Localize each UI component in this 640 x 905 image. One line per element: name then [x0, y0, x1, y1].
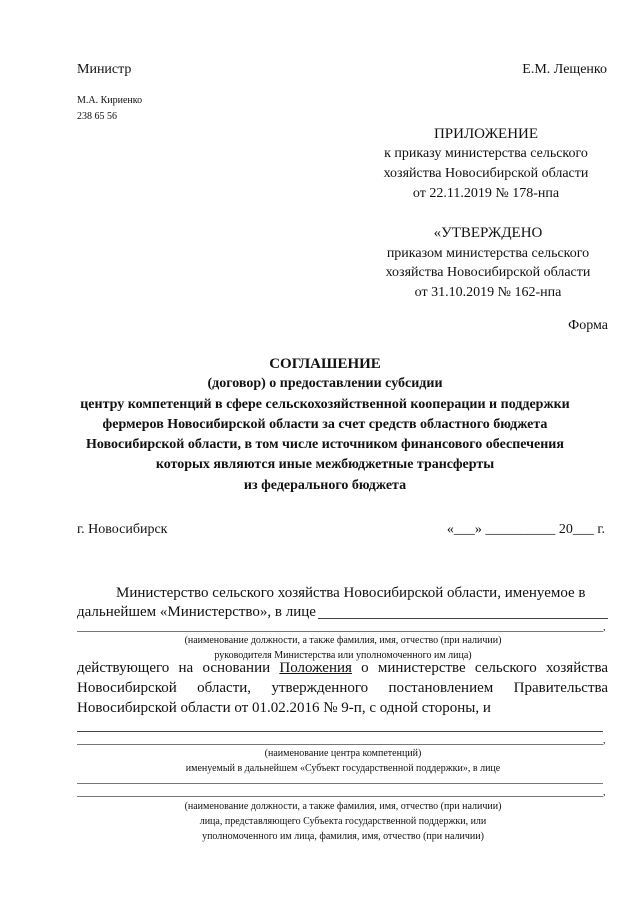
paragraph-line: Министерство сельского хозяйства Новосибирской области, именуемое в [116, 585, 586, 601]
paragraph-line [77, 660, 608, 677]
appendix-line: хозяйства Новосибирской области [383, 166, 589, 181]
approved-line: от 31.10.2019 № 162-нпа [414, 284, 562, 300]
title-line: центру компетенций в сфере сельскохозяйственной кооперации и поддержки [80, 396, 570, 412]
regulation-link[interactable]: Положения [279, 660, 352, 676]
fill-line[interactable] [318, 618, 608, 619]
contact-name: М.А. Кириенко [77, 95, 143, 106]
appendix-title: ПРИЛОЖЕНИЕ [433, 126, 539, 142]
caption-line: (наименование должности, а также фамилия, имя, отчество (при наличии) [184, 801, 502, 812]
date-field[interactable]: «___» __________ 20___ г. [446, 522, 605, 537]
word: области, [197, 680, 252, 696]
comma: , [603, 787, 606, 798]
fill-line[interactable] [77, 731, 603, 732]
title-line: которых являются иные межбюджетные трансферты [155, 457, 495, 473]
fill-line[interactable] [77, 796, 603, 797]
title-line: (договор) о предоставлении субсидии [207, 376, 443, 392]
appendix-line: от 22.11.2019 № 178-нпа [412, 186, 560, 201]
caption [78, 799, 608, 844]
contact-phone: 238 65 56 [77, 111, 117, 122]
paragraph-line: Новосибирской области от 01.02.2016 № 9-п, с одной стороны, и [77, 700, 491, 716]
caption-line: именуемый в дальнейшем «Субъект государственной поддержки», в лице [185, 763, 501, 774]
appendix-block [370, 124, 602, 204]
minister-label: Министр [77, 62, 132, 77]
approved-block [370, 224, 606, 302]
caption-line: (наименование должности, а также фамилия, имя, отчество (при наличии) [184, 635, 502, 646]
title-line: Новосибирской области, в том числе источником финансового обеспечения [86, 437, 564, 453]
word: министерстве [377, 660, 466, 676]
title-line: СОГЛАШЕНИЕ [269, 356, 381, 372]
appendix-line: к приказу министерства сельского [384, 146, 588, 161]
fill-line[interactable] [77, 744, 603, 745]
comma: , [603, 735, 606, 746]
word: Новосибирской [77, 680, 177, 696]
form-label: Форма [568, 318, 608, 333]
approved-line: приказом министерства сельского [386, 245, 590, 261]
title-line: фермеров Новосибирской области за счет средств областного бюджета [102, 416, 548, 432]
word: постановлением [388, 680, 494, 696]
paragraph-line [77, 680, 608, 697]
minister-name: Е.М. Лещенко [522, 62, 607, 77]
caption-line: лица, представляющего Субъекта государственной поддержки, или [199, 816, 487, 827]
word: основании [202, 660, 271, 676]
word: о [361, 660, 369, 676]
caption-line: (наименование центра компетенций) [264, 748, 422, 759]
word: действующего [77, 660, 170, 676]
word: хозяйства [545, 660, 608, 676]
title-line: из федерального бюджета [243, 477, 407, 493]
approved-title: «УТВЕРЖДЕНО [433, 225, 543, 241]
word: утвержденного [271, 680, 369, 696]
caption-line: руководителя Министерства или уполномоченного им лица) [214, 650, 472, 661]
word: на [178, 660, 194, 676]
place: г. Новосибирск [77, 522, 168, 537]
fill-line[interactable] [77, 631, 603, 632]
document-title [40, 354, 610, 496]
paragraph-line: дальнейшем «Министерство», в лице [77, 604, 316, 620]
caption [78, 633, 608, 663]
caption-line: уполномоченного им лица, фамилия, имя, отчество (при наличии) [202, 831, 484, 842]
caption [78, 746, 608, 776]
word: сельского [474, 660, 537, 676]
word: Правительства [513, 680, 609, 696]
fill-line[interactable] [77, 783, 603, 784]
comma: , [603, 622, 606, 633]
approved-line: хозяйства Новосибирской области [385, 265, 591, 280]
